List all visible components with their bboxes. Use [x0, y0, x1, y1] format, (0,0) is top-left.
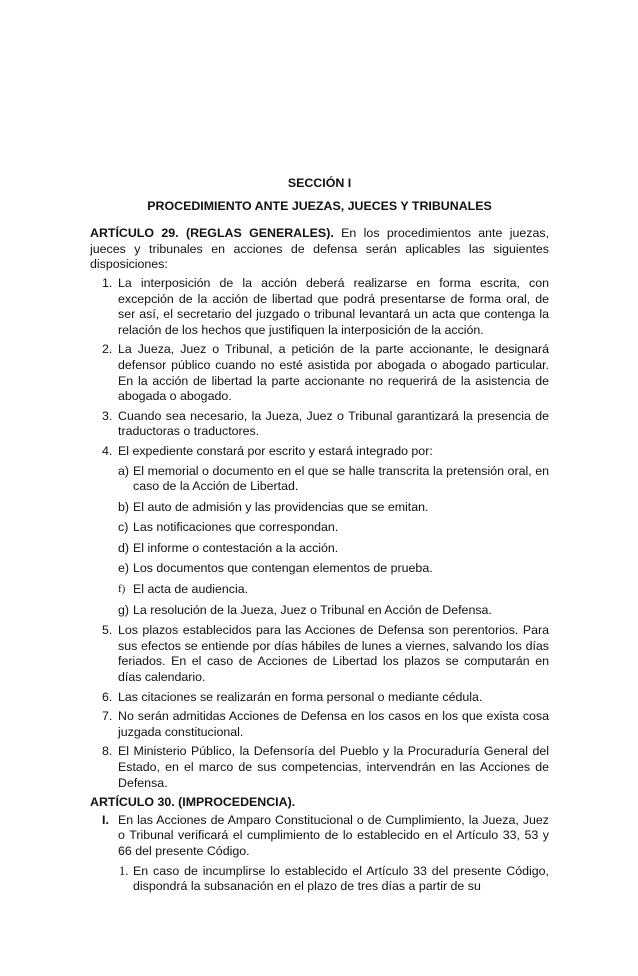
- section-title: SECCIÓN I: [287, 176, 352, 190]
- section-subtitle: PROCEDIMIENTO ANTE JUEZAS, JUECES Y TRIBUNALES: [147, 198, 492, 213]
- sub-item-letter: d): [118, 540, 130, 555]
- item-text: Las citaciones se realizarán en forma personal o mediante cédula.: [118, 689, 483, 704]
- list-item: [90, 342, 549, 404]
- sub-list-item: [90, 500, 549, 516]
- sub-item-letter: f): [118, 583, 126, 596]
- item-text: El Ministerio Público, la Defensoría del Pueblo y la Procuraduría General del Estado, en el marco de sus competencias, intervendrán en las Acciones de Defensa.: [118, 744, 549, 790]
- sub-item-letter: g): [118, 602, 130, 617]
- sub-list-item: [90, 864, 549, 895]
- sub-item-text: El memorial o documento en el que se halle transcrita la pretensión oral, en caso de la Acción de Libertad.: [133, 463, 549, 494]
- item-number: 6.: [102, 689, 113, 704]
- article-30-sublist: [90, 864, 549, 895]
- item-number: 7.: [102, 709, 113, 724]
- sub-item-text: En caso de incumplirse lo establecido el Artículo 33 del presente Código, dispondrá la subsanación en el plazo de tres días a partir de su: [133, 863, 549, 894]
- item-number: 3.: [102, 408, 113, 423]
- list-item: [90, 690, 549, 706]
- sub-item-letter: c): [118, 520, 129, 535]
- list-item: [90, 444, 549, 460]
- item-text: El expediente constará por escrito y estará integrado por:: [118, 443, 433, 458]
- sub-list-item: [90, 603, 549, 619]
- article-29-list-continued: [90, 623, 549, 791]
- sub-list-item: [90, 582, 549, 598]
- sub-item-letter: e): [118, 561, 130, 576]
- list-item: [90, 709, 549, 740]
- roman-numeral: I.: [102, 812, 109, 827]
- sub-list-item: [90, 520, 549, 536]
- sub-item-letter: a): [118, 463, 130, 478]
- document-page: [90, 176, 549, 895]
- sub-item-number: 1.: [119, 863, 129, 878]
- item-text: Cuando sea necesario, la Jueza, Juez o Tribunal garantizará la presencia de traductoras o traductores.: [118, 408, 549, 439]
- item-text: La Jueza, Juez o Tribunal, a petición de la parte accionante, le designará defensor público cuando no esté asistida por abogada o abogado particular. En la acción de libertad la parte accionante no requerirá de la asistencia de abogada o abogado.: [118, 342, 549, 404]
- item-number: 2.: [102, 342, 113, 357]
- item-text: La interposición de la acción deberá realizarse en forma escrita, con excepción de la acción de libertad que podrá presentarse de forma oral, de ser así, el secretario del juzgado o tribunal levantará un acta que contenga la relación de los hechos que justifiquen la interposición de la acción.: [118, 275, 549, 337]
- item-number: 1.: [102, 275, 113, 290]
- sub-list-item: [90, 464, 549, 495]
- list-item: [90, 744, 549, 791]
- list-item: [90, 409, 549, 440]
- item-text: Los plazos establecidos para las Acciones de Defensa son perentorios. Para sus efectos se entiende por días hábiles de lunes a viernes, salvando los días feriados. En el caso de Acciones de Libertad los plazos se computarán en días calendario.: [118, 623, 549, 685]
- sub-item-letter: b): [118, 499, 130, 514]
- sub-item-text: La resolución de la Jueza, Juez o Tribunal en Acción de Defensa.: [133, 602, 492, 617]
- item-number: 4.: [102, 443, 113, 458]
- article-29-list: [90, 276, 549, 460]
- sub-list-item: [90, 541, 549, 557]
- sub-item-text: El auto de admisión y las providencias que se emitan.: [133, 499, 429, 514]
- list-item: [90, 623, 549, 685]
- sub-item-text: Las notificaciones que correspondan.: [133, 520, 339, 535]
- roman-item-text: En las Acciones de Amparo Constitucional o de Cumplimiento, la Jueza, Juez o Tribunal verificará el cumplimiento de lo establecido en el Artículo 33, 53 y 66 del presente Código.: [118, 812, 549, 858]
- sub-list-item: [90, 561, 549, 577]
- sub-item-text: El acta de audiencia.: [133, 582, 249, 597]
- list-item: [90, 276, 549, 338]
- item-text: No serán admitidas Acciones de Defensa en los casos en los que exista cosa juzgada constitucional.: [118, 709, 549, 739]
- sub-item-text: Los documentos que contengan elementos de prueba.: [133, 561, 433, 576]
- sub-item-text: El informe o contestación a la acción.: [133, 540, 339, 555]
- roman-list-item: [90, 813, 549, 860]
- article-29-sublist: [90, 464, 549, 619]
- item-number: 8.: [102, 744, 113, 759]
- article-29-title: ARTÍCULO 29. (REGLAS GENERALES).: [90, 226, 334, 241]
- article-29-paragraph: [90, 226, 549, 273]
- article-30-title: ARTÍCULO 30. (IMPROCEDENCIA).: [90, 795, 296, 810]
- article-29-intro: En los procedimientos ante juezas, jueces y tribunales en acciones de defensa serán aplicables las siguientes disposiciones:: [90, 226, 550, 272]
- item-number: 5.: [102, 623, 113, 638]
- article-30-roman-list: [90, 813, 549, 860]
